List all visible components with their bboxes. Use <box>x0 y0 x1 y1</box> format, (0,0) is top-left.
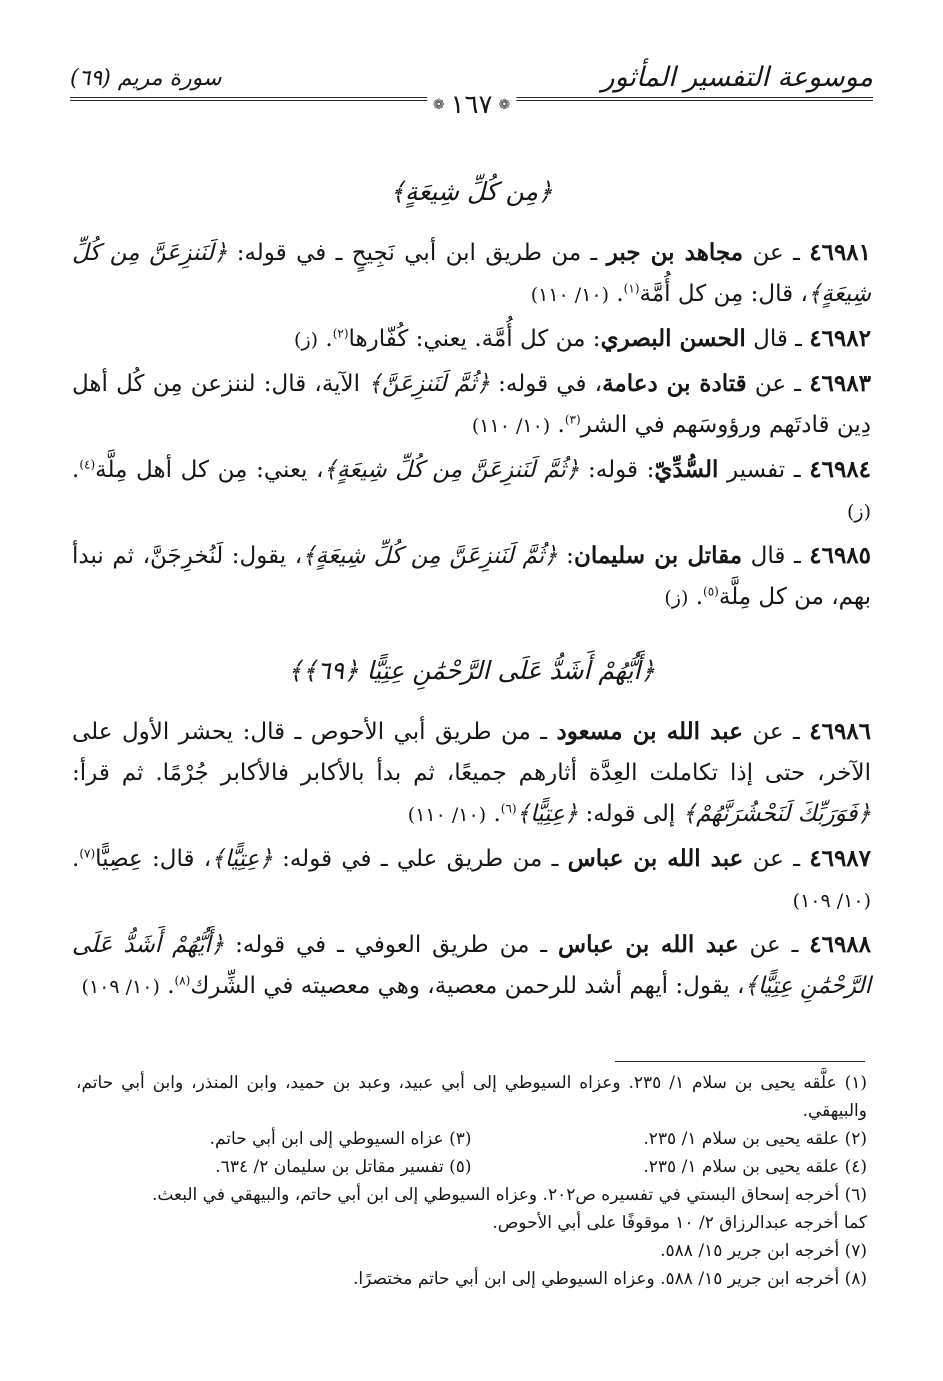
entry-text: . <box>688 584 704 610</box>
footnote-ref: (٣) <box>564 412 581 427</box>
quran-quote: ﴿عِتِيًّا﴾ <box>516 801 579 827</box>
volume-reference: (ز) <box>846 501 871 523</box>
verse-heading: ﴿أَيُّهُمْ أَشَدُّ عَلَى الرَّحْمَٰنِ عِتِيًّا ﴿٦٩﴾﴾ <box>287 656 656 685</box>
entry-text: ـ من طريق علي ـ في قوله: <box>272 846 568 872</box>
footnote-ref: (١) <box>623 281 640 296</box>
entry-number: ٤٦٩٨٦ <box>809 718 872 745</box>
narrator-name: السُّدِّيّ <box>654 456 719 483</box>
entry-text: ـ تفسير <box>718 457 810 483</box>
entry-text: ـ عن <box>742 719 810 745</box>
entry-text: ـ عن <box>746 371 810 397</box>
entry-text: ـ عن <box>738 932 810 958</box>
entry-number: ٤٦٩٨١ <box>809 239 872 266</box>
volume-reference: (١٠/ ١١٠) <box>530 284 610 306</box>
quran-quote: ﴿ثُمَّ لَنَنزِعَنَّ مِن كُلِّ شِيعَةٍ﴾ <box>323 457 580 483</box>
main-content <box>72 170 871 1010</box>
footnote: (٦) أخرجه إسحاق البستي في تفسيره ص٢٠٢. وعزاه السيوطي إلى ابن أبي حاتم، والبيهقي في البعث. <box>151 1185 867 1205</box>
volume-reference: (١٠/ ١٠٩) <box>81 976 160 998</box>
footnote: (٢) علقه يحيى بن سلام ١/ ٢٣٥. <box>643 1129 867 1149</box>
entry-text: . <box>72 846 80 872</box>
narration-entry <box>72 838 871 922</box>
entry-number: ٤٦٩٨٤ <box>809 456 872 483</box>
entry-text: ـ عن <box>743 846 810 872</box>
ornament-icon: ❁ <box>498 97 511 113</box>
volume-reference: (١٠/ ١١٠) <box>407 804 487 826</box>
narration-entry <box>72 232 871 316</box>
narration-entry <box>72 924 871 1008</box>
narration-entry <box>72 711 871 836</box>
entry-text: ، قال: مِن كل أُمَّة <box>639 281 808 307</box>
entry-number: ٤٦٩٨٢ <box>809 325 871 352</box>
quran-quote: ﴿ثُمَّ لَنَنزِعَنَّ مِن كُلِّ شِيعَةٍ﴾ <box>302 543 558 569</box>
narration-entry <box>72 363 871 447</box>
footnote: (٣) عزاه السيوطي إلى ابن أبي حاتم. <box>209 1129 472 1149</box>
volume-reference: (١٠/ ١١٠) <box>471 415 551 437</box>
narration-entry <box>72 535 871 619</box>
entry-number: ٤٦٩٨٨ <box>809 931 872 958</box>
narration-entry <box>72 318 871 361</box>
narration-entry <box>72 449 871 533</box>
footnote-ref: (٢) <box>332 326 349 341</box>
quran-quote: ﴿لَنَنزِعَنَّ مِن كُلِّ شِيعَةٍ﴾ <box>72 240 871 307</box>
entry-text: : قوله: <box>579 457 655 483</box>
footnote-separator <box>615 1061 865 1062</box>
narrator-name: قتادة بن دعامة <box>602 370 747 397</box>
entry-text: ـ عن <box>743 240 810 266</box>
footnote: كما أخرجه عبدالرزاق ٢/ ١٠ موقوفًا على أبي الأحوص. <box>492 1213 867 1233</box>
entry-text: : <box>557 543 574 569</box>
footnote-ref: (٧) <box>79 846 96 861</box>
surah-name: سورة مريم (٦٩) <box>70 66 222 91</box>
footnote: (١) علَّقه يحيى بن سلام ١/ ٢٣٥. وعزاه السيوطي إلى أبي عبيد، وعبد بن حميد، وابن المنذر، وابن أبي حاتم، والبيهقي. <box>76 1073 867 1121</box>
footnote: (٨) أخرجه ابن جرير ١٥/ ٥٨٨. وعزاه السيوطي إلى ابن أبي حاتم مختصرًا. <box>352 1269 867 1289</box>
footnote: (٤) علقه يحيى بن سلام ١/ ٢٣٥. <box>643 1157 867 1177</box>
quran-quote: ﴿فَوَرَبِّكَ لَنَحْشُرَنَّهُمْ﴾ <box>682 801 871 827</box>
entry-text: ، يقول: أيهم أشد للرحمن معصية، وهي معصيته في الشِّرك <box>190 973 745 999</box>
entry-number: ٤٦٩٨٥ <box>809 542 872 569</box>
footnote-row <box>76 1125 867 1153</box>
narrator-name: مقاتل بن سليمان <box>573 542 743 569</box>
footnote: (٥) تفسير مقاتل بن سليمان ٢/ ٦٣٤. <box>215 1157 472 1177</box>
entry-text: ـ من طريق ابن أبي نَجِيحٍ ـ في قوله: <box>227 240 607 266</box>
page-number: ١٦٧ <box>450 90 493 120</box>
footnote-row <box>76 1153 867 1181</box>
narrator-name: الحسن البصري <box>600 325 746 352</box>
entry-number: ٤٦٩٨٧ <box>809 845 872 872</box>
quran-quote: ﴿عِتِيًّا﴾ <box>211 846 273 872</box>
footnote-ref: (٨) <box>174 973 191 988</box>
narrator-name: مجاهد بن جبر <box>606 239 744 266</box>
entry-text: ، يقول: لَنُخرِجَنَّ، ثم نبدأ بهم، من كل مِلَّة <box>72 543 871 610</box>
footnote-ref: (٤) <box>79 457 96 472</box>
entry-number: ٤٦٩٨٣ <box>809 370 871 397</box>
entry-text: إلى قوله: <box>578 801 683 827</box>
entry-text: ـ قال <box>742 543 810 569</box>
entry-text: . <box>486 801 501 827</box>
page-number-box <box>427 90 516 120</box>
entry-text: . <box>72 457 80 483</box>
entry-text: . <box>609 281 624 307</box>
volume-reference: (ز) <box>294 329 319 351</box>
narrator-name: عبد الله بن مسعود <box>556 718 743 745</box>
volume-reference: (ز) <box>664 587 689 609</box>
entry-text: . <box>550 412 565 438</box>
footnote: (٧) أخرجه ابن جرير ١٥/ ٥٨٨. <box>660 1241 867 1261</box>
entry-text: ـ قال <box>745 326 810 352</box>
entry-text: . <box>318 326 333 352</box>
entry-text: ، قال: عِصِيًّا <box>95 846 212 872</box>
running-header <box>70 62 873 120</box>
narrator-name: عبد الله بن عباس <box>567 845 744 872</box>
footnote-ref: (٦) <box>500 801 517 816</box>
ornament-icon: ❁ <box>432 97 445 113</box>
verse-heading: ﴿مِن كُلِّ شِيعَةٍ﴾ <box>390 177 553 206</box>
volume-reference: (١٠/ ١٠٩) <box>792 890 871 912</box>
entry-text: الآية، قال: لننزعن مِن كُل أهل دِين قادتَهم ورؤوسَهم في الشر <box>72 371 871 438</box>
quran-quote: ﴿ثُمَّ لَنَنزِعَنَّ﴾ <box>368 371 490 397</box>
entry-text: ـ من طريق أبي الأحوص ـ قال: يحشر الأول على الآخر، حتى إذا تكاملت العِدَّة أثارهم جميعًا، ثم بدأ بالأكابر فالأكابر جُرْمًا. ثم قرأ: <box>72 719 871 786</box>
narrator-name: عبد الله بن عباس <box>558 931 739 958</box>
entry-text: . <box>159 973 175 999</box>
encyclopedia-title: موسوعة التفسير المأثور <box>601 62 873 93</box>
entry-text: ، في قوله: <box>489 371 603 397</box>
entry-text: : من كل أُمَّة. يعني: كُفّارها <box>348 326 601 352</box>
entry-text: ، يعني: مِن كل أهل مِلَّة <box>95 457 324 483</box>
footnote-ref: (٥) <box>703 584 719 599</box>
quran-quote: ﴿أَيُّهُمْ أَشَدُّ عَلَى الرَّحْمَٰنِ عِتِيًّا﴾ <box>72 932 871 999</box>
footnotes <box>76 1069 867 1293</box>
entry-text: ـ من طريق العوفي ـ في قوله: <box>224 932 559 958</box>
